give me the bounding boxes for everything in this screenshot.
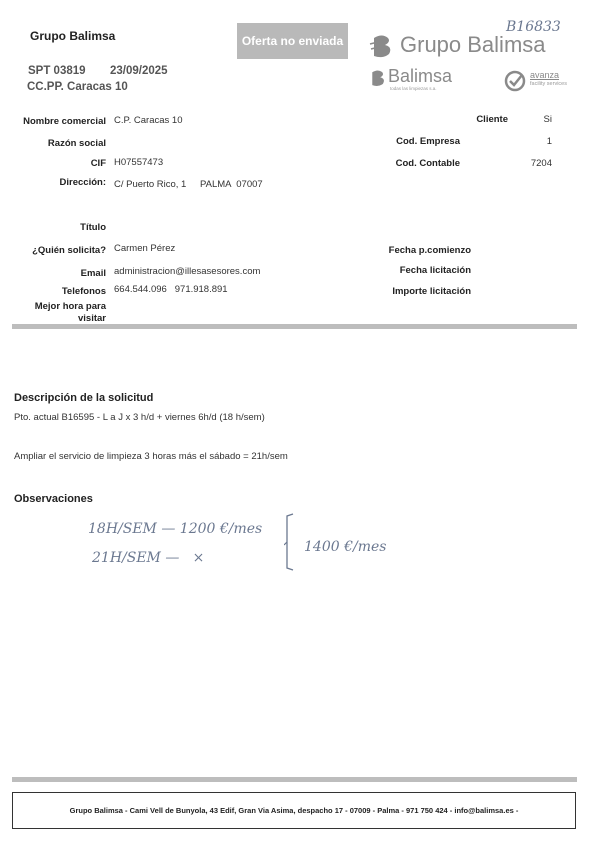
mejor-hora-label-line2: visitar [78, 313, 106, 324]
property-name: CC.PP. Caracas 10 [27, 81, 128, 93]
avanza-check-icon [504, 70, 526, 92]
fecha-licitacion-label: Fecha licitación [399, 265, 471, 276]
direccion-label: Dirección: [59, 177, 106, 188]
handwritten-bracket-icon [284, 512, 296, 572]
observations-title: Observaciones [14, 493, 93, 505]
balimsa-small-b-icon [368, 68, 388, 88]
footer-divider [12, 777, 577, 782]
direccion-value: C/ Puerto Rico, 1 [114, 179, 187, 190]
cod-empresa-value: 1 [546, 136, 552, 147]
cod-empresa-label: Cod. Empresa [396, 136, 460, 147]
handwritten-ref: B16833 [506, 19, 561, 35]
cod-contable-value: 7204 [530, 158, 552, 169]
email-label: Email [80, 268, 106, 279]
balimsa-logo [368, 68, 468, 94]
status-badge: Oferta no enviada [237, 23, 348, 59]
footer-address: Grupo Balimsa - Cami Vell de Bunyola, 43 Edif, Gran Via Asima, despacho 17 - 07009 - Palma - 971 750 424 - info@balimsa.es - [12, 792, 576, 829]
fecha-comienzo-label: Fecha p.comienzo [388, 245, 471, 256]
handwritten-note-line2: 21H/SEM — × [92, 550, 205, 566]
section-divider [12, 324, 577, 329]
company-name: Grupo Balimsa [30, 29, 116, 43]
ciudad-cp-value: PALMA 07007 [200, 179, 263, 190]
cif-value: H07557473 [114, 157, 164, 168]
cif-label: CIF [90, 158, 106, 169]
mejor-hora-label-line1: Mejor hora para [34, 301, 106, 312]
balimsa-b-icon [368, 32, 396, 60]
titulo-label: Título [80, 222, 106, 233]
handwritten-note-total: 1400 €/mes [304, 539, 387, 555]
telefonos-value: 664.544.096 971.918.891 [114, 284, 228, 295]
ref-date: 23/09/2025 [110, 65, 168, 77]
email-value: administracion@illesasesores.com [114, 266, 261, 277]
cliente-label: Cliente [476, 114, 508, 125]
grupo-balimsa-logo-text: Grupo Balimsa [400, 32, 546, 57]
quien-solicita-label: ¿Quién solicita? [32, 245, 106, 256]
cliente-value: Si [543, 114, 552, 125]
balimsa-logo-text: Balimsa [388, 66, 453, 86]
telefonos-label: Telefonos [61, 286, 106, 297]
quien-solicita-value: Carmen Pérez [114, 243, 176, 254]
nombre-comercial-label: Nombre comercial [23, 116, 106, 127]
ref-code: SPT 03819 [28, 65, 86, 77]
nombre-comercial-value: C.P. Caracas 10 [114, 115, 183, 126]
cod-contable-label: Cod. Contable [395, 158, 460, 169]
avanza-logo-tagline: facility services [530, 81, 567, 87]
avanza-logo-text: avanza [530, 70, 560, 80]
grupo-balimsa-logo [368, 32, 568, 60]
importe-licitacion-label: Importe licitación [392, 286, 471, 297]
description-line1: Pto. actual B16595 - L a J x 3 h/d + viernes 6h/d (18 h/sem) [14, 412, 265, 423]
description-title: Descripción de la solicitud [14, 392, 154, 404]
description-line2: Ampliar el servicio de limpieza 3 horas más el sábado = 21h/sem [14, 451, 288, 462]
handwritten-note-line1: 18H/SEM — 1200 €/mes [88, 521, 263, 537]
avanza-logo [504, 70, 574, 94]
balimsa-logo-tagline: todas las limpiezas s.a. [390, 86, 437, 91]
razon-social-label: Razón social [47, 138, 106, 149]
